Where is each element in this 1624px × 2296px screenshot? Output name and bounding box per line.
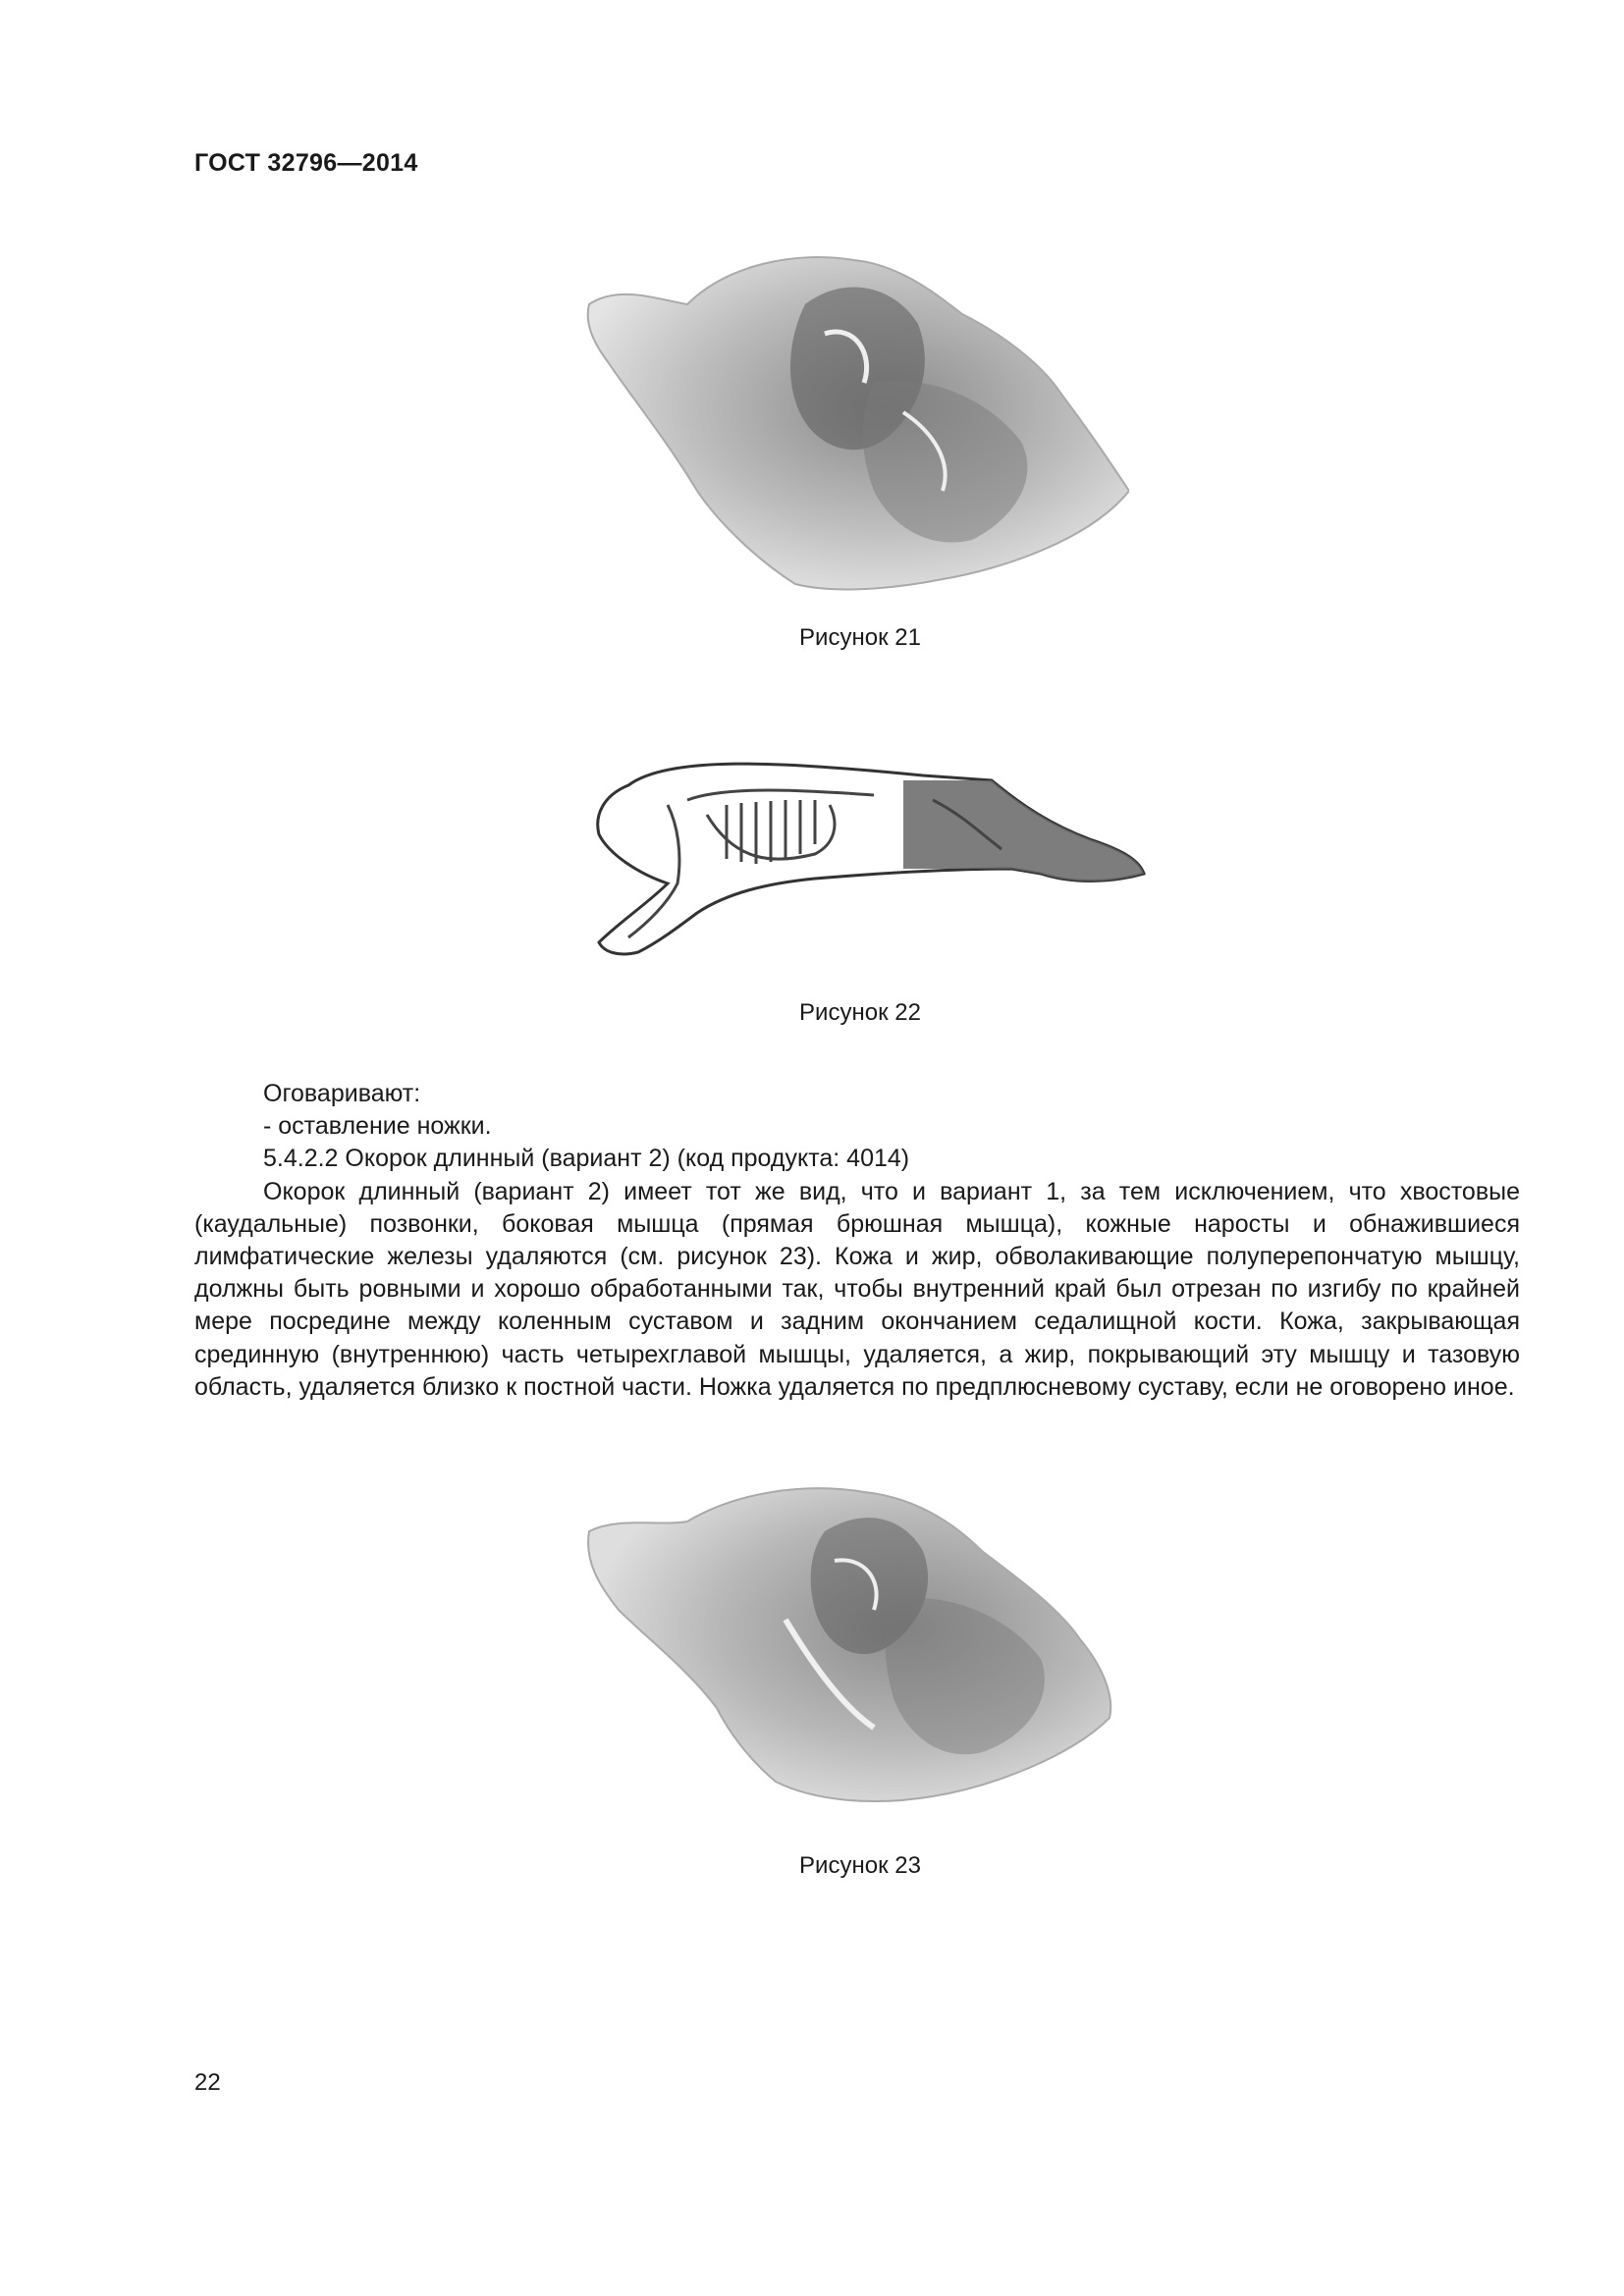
figure-23-caption: Рисунок 23 <box>799 1852 921 1879</box>
agreed-item: - оставление ножки. <box>263 1112 492 1141</box>
section-paragraph: Окорок длинный (вариант 2) имеет тот же вид, что и вариант 1, за тем исключением, что хвостовые (каудальные) позвонки, боковая мышца (прямая брюшная мышца), кожные наросты и обнажившиеся лимфатические железы удаляются (см. рисунок 23). Кожа и жир, обволакивающие полуперепончатую мышцу, должны быть ровными и хорошо обработанными так, чтобы внутренний край был отрезан по изгибу по крайней мере посредине между коленным суставом и задним окончанием седалищной кости. Кожа, закрывающая срединную (внутреннюю) часть четырехглавой мышцы, удаляется, а жир, покрывающий эту мышцу и тазовую область, удаляется близко к постной части. Ножка удаляется по предплюсневому суставу, если не оговорено иное. <box>194 1177 1520 1401</box>
figure-22-carcass-diagram <box>579 746 1149 972</box>
figure-21-ham-image <box>579 245 1129 599</box>
figure-23-ham-image <box>579 1472 1129 1826</box>
agreed-heading: Оговаривают: <box>263 1080 421 1107</box>
figure-21-caption: Рисунок 21 <box>799 624 921 651</box>
section-heading: 5.4.2.2 Окорок длинный (вариант 2) (код продукта: 4014) <box>263 1145 910 1173</box>
figure-22-caption: Рисунок 22 <box>799 999 921 1026</box>
page-number: 22 <box>194 2069 221 2096</box>
body-text <box>194 1078 1520 1404</box>
page-header: ГОСТ 32796—2014 <box>194 149 418 177</box>
